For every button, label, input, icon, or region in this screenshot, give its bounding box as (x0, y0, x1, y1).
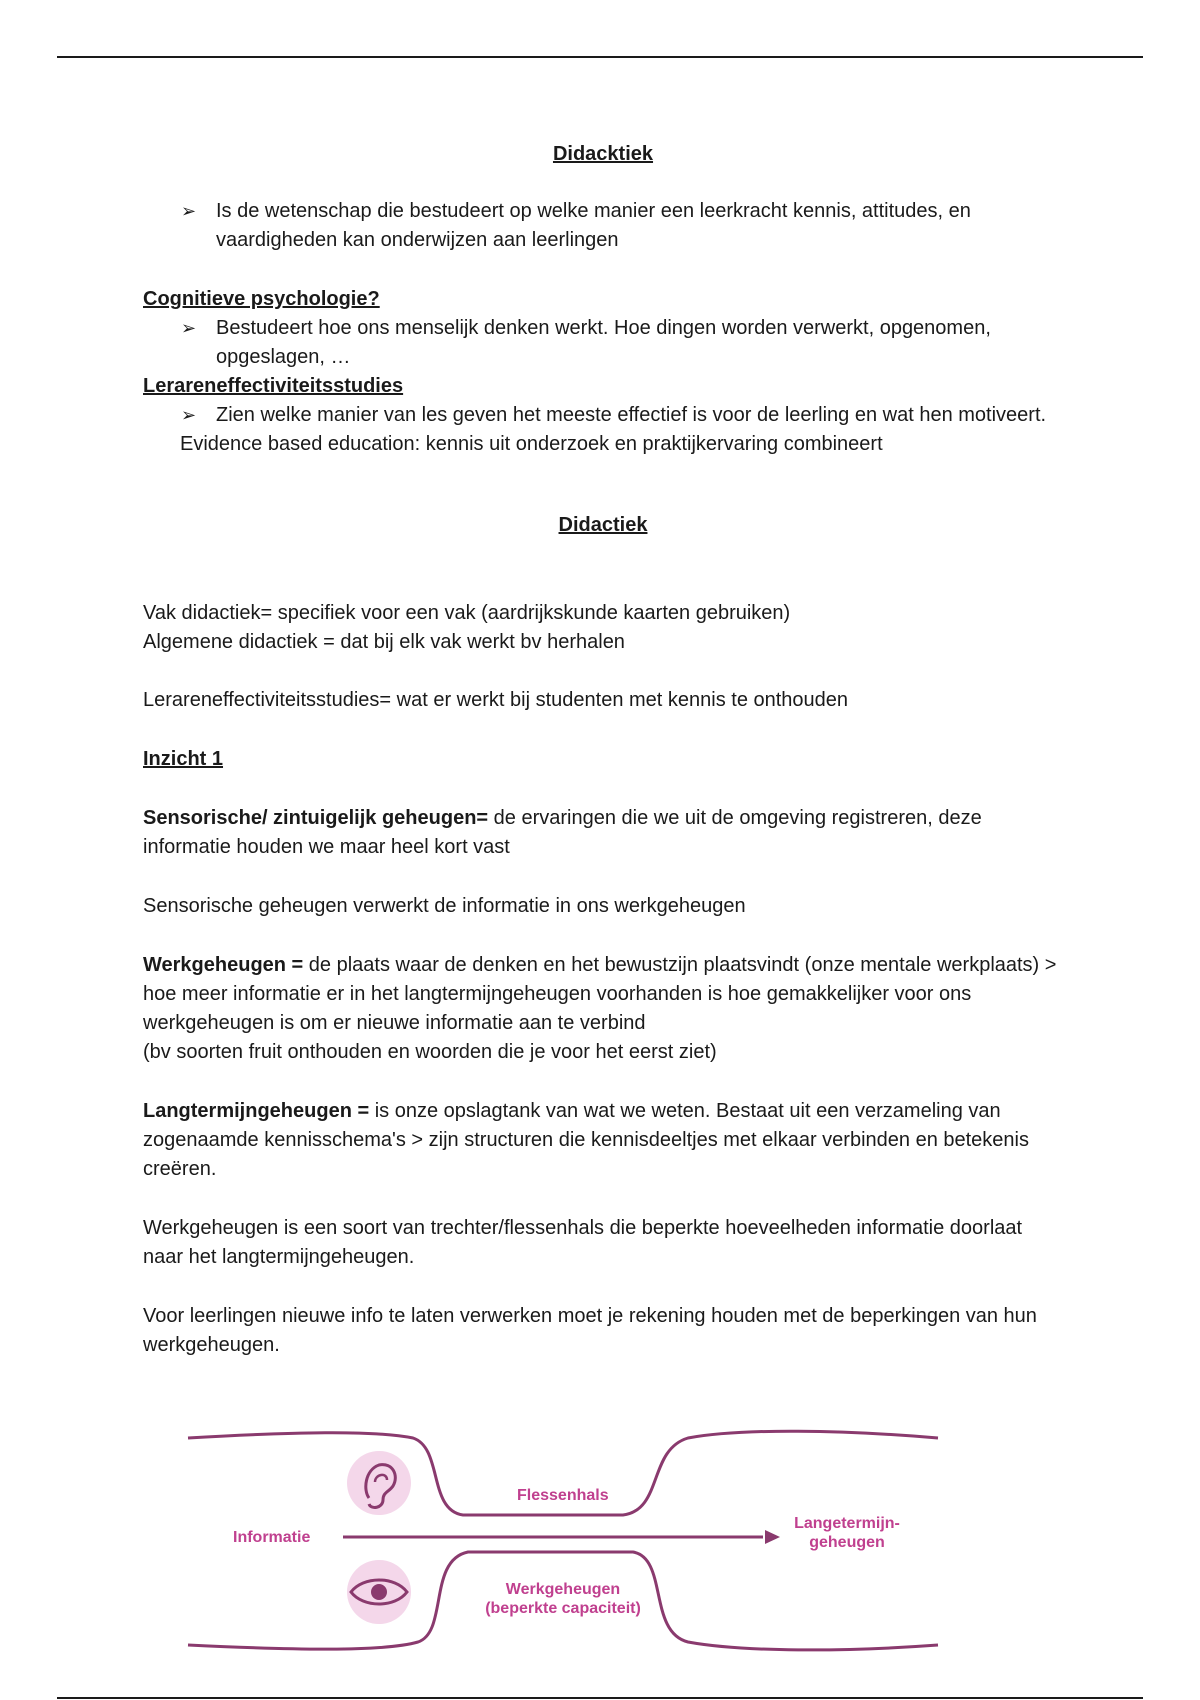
werkgeheugen-text: de plaats waar de denken en het bewustzijn plaatsvindt (onze mentale werkplaats) > hoe meer informatie er in het langtermijngeheugen voorhanden is hoe gemakkelijker voor ons werkgeheugen is om er nieuwe informatie aan te verbind (143, 954, 1057, 1034)
heading-cognitieve-psychologie: Cognitieve psychologie? (143, 288, 380, 310)
sensorisch-verwerkt-line: Sensorische geheugen verwerkt de informatie in ons werkgeheugen (143, 895, 746, 917)
algemene-didactiek-line: Algemene didactiek = dat bij elk vak werkt bv herhalen (143, 631, 625, 653)
leerlingen-paragraph: Voor leerlingen nieuwe info te laten verwerken moet je rekening houden met de beperkingen van hun werkgeheugen. (143, 1305, 1037, 1356)
werkgeheugen-term: Werkgeheugen = (143, 954, 304, 976)
langtermijngeheugen-term: Langtermijngeheugen = (143, 1100, 370, 1122)
lerareneffectiviteit-line: Lerareneffectiviteitsstudies= wat er werkt bij studenten met kennis te onthouden (143, 689, 849, 711)
arrow-head-icon (765, 1530, 780, 1544)
sensorisch-term: Sensorische/ zintuigelijk geheugen= (143, 807, 489, 829)
label-werkgeheugen: Werkgeheugen (505, 1581, 621, 1598)
sensorisch-text: de ervaringen die we uit de omgeving registreren, deze informatie houden we maar heel kort vast (143, 807, 982, 858)
cog-bullet-list (143, 314, 1063, 372)
heading-inzicht-1: Inzicht 1 (143, 748, 224, 770)
intro-bullet-list (143, 197, 1063, 255)
evidence-line: Evidence based education: kennis uit onderzoek en praktijkervaring combineert (180, 433, 883, 455)
label-geheugen: geheugen (809, 1534, 885, 1551)
langtermijngeheugen-paragraph (143, 1097, 1063, 1184)
arrow-bullet-icon: ➢ (181, 405, 197, 425)
label-langetermijn: Langetermijn- (794, 1515, 900, 1532)
werkgeheugen-example: (bv soorten fruit onthouden en woorden die je voor het eerst ziet) (143, 1041, 717, 1063)
label-informatie: Informatie (233, 1529, 311, 1546)
werkgeheugen-paragraph (143, 951, 1063, 1038)
bottleneck-diagram (143, 1420, 963, 1668)
lar-bullet-text: Zien welke manier van les geven het meeste effectief is voor de leerling en wat hen motiveert. (216, 404, 1047, 426)
list-item (181, 401, 1063, 430)
label-flessenhals: Flessenhals (517, 1487, 609, 1504)
eye-icon (347, 1560, 411, 1624)
label-beperkte-capaciteit: (beperkte capaciteit) (485, 1600, 641, 1617)
arrow-bullet-icon: ➢ (181, 201, 197, 221)
lar-bullet-list (143, 401, 1063, 430)
cog-bullet-text: Bestudeert hoe ons menselijk denken werkt. Hoe dingen worden verwerkt, opgenomen, opgeslagen, … (216, 317, 991, 368)
heading-lerareneffectiviteitsstudies: Lerareneffectiviteitsstudies (143, 375, 404, 397)
header-rule (57, 56, 1143, 58)
vak-didactiek-line: Vak didactiek= specifiek voor een vak (aardrijkskunde kaarten gebruiken) (143, 602, 791, 624)
footer-rule (57, 1697, 1143, 1699)
list-item (181, 197, 1063, 255)
trechter-paragraph: Werkgeheugen is een soort van trechter/flessenhals die beperkte hoeveelheden informatie doorlaat naar het langtermijngeheugen. (143, 1217, 1023, 1268)
sensorisch-paragraph (143, 804, 1063, 862)
title-didacktiek: Didacktiek (552, 143, 654, 165)
ear-icon (347, 1451, 411, 1515)
langtermijngeheugen-text: is onze opslagtank van wat we weten. Bestaat uit een verzameling van zogenaamde kennisschema's > zijn structuren die kennisdeeltjes met elkaar verbinden en betekenis creëren. (143, 1100, 1029, 1180)
list-item (181, 314, 1063, 372)
title-didactiek: Didactiek (558, 514, 648, 536)
intro-bullet-text: Is de wetenschap die bestudeert op welke manier een leerkracht kennis, attitudes, en vaardigheden kan onderwijzen aan leerlingen (216, 200, 971, 251)
arrow-bullet-icon: ➢ (181, 318, 197, 338)
document-page (143, 140, 1063, 1360)
